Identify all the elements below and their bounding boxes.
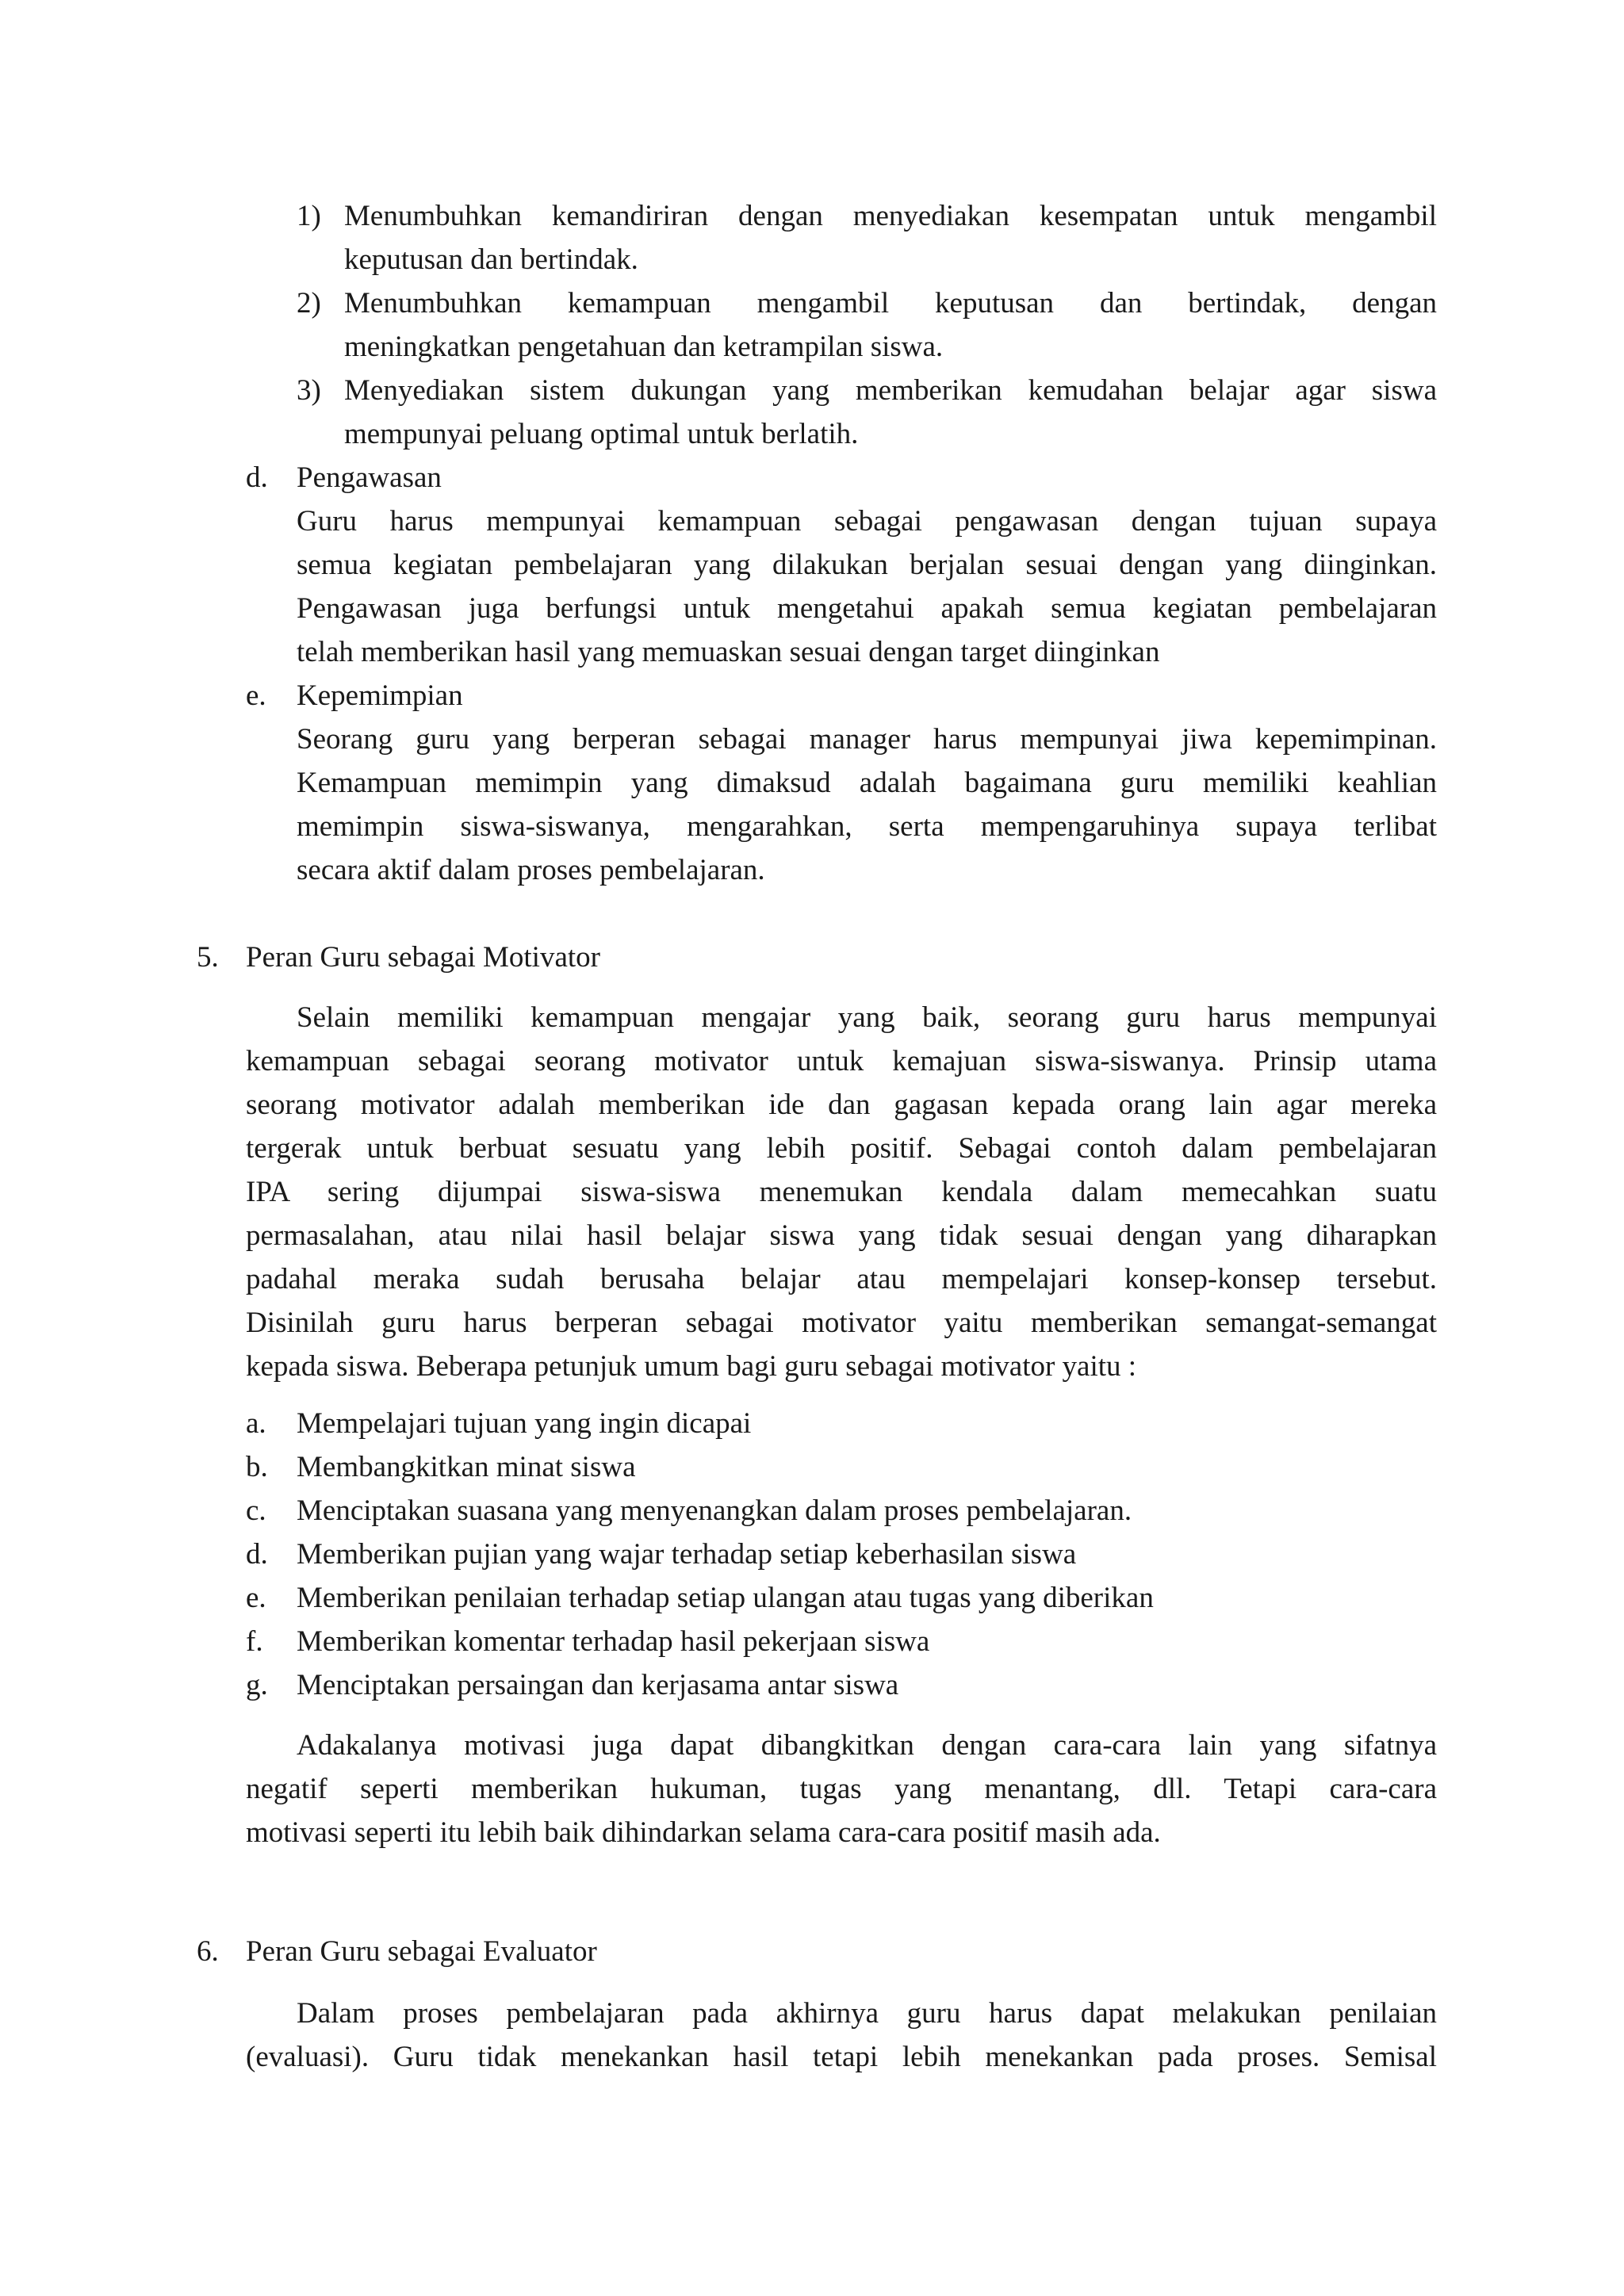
item-kepemimpinan: [246, 674, 1437, 892]
paragraph-line: memimpin siswa-siswanya, mengarahkan, serta mempengaruhinya supaya terlibat: [297, 810, 1437, 843]
list-item-text: Menciptakan persaingan dan kerjasama antar siswa: [297, 1669, 899, 1701]
list-item-line: mempunyai peluang optimal untuk berlatih.: [344, 418, 859, 450]
list-marker: c.: [246, 1494, 266, 1527]
list-item: [297, 281, 1437, 369]
list-marker: e.: [246, 679, 266, 712]
paragraph-line: telah memberikan hasil yang memuaskan sesuai dengan target diinginkan: [297, 636, 1160, 668]
paragraph-line: Selain memiliki kemampuan mengajar yang baik, seorang guru harus mempunyai: [297, 1001, 1437, 1034]
list-marker: f.: [246, 1625, 263, 1658]
paragraph-line: Seorang guru yang berperan sebagai manager harus mempunyai jiwa kepemimpinan.: [297, 723, 1437, 756]
list-item: [246, 1445, 1437, 1489]
paragraph-line: seorang motivator adalah memberikan ide dan gagasan kepada orang lain agar mereka: [246, 1089, 1437, 1121]
list-item-text: Membangkitkan minat siswa: [297, 1451, 636, 1483]
section-title: Peran Guru sebagai Motivator: [246, 941, 600, 974]
item-title: Kepemimpian: [297, 679, 463, 712]
paragraph-line: Kemampuan memimpin yang dimaksud adalah bagaimana guru memiliki keahlian: [297, 767, 1437, 799]
list-item: [246, 1533, 1437, 1576]
paragraph-line: Pengawasan juga berfungsi untuk mengetahui apakah semua kegiatan pembelajaran: [297, 592, 1437, 625]
paragraph-line: negatif seperti memberikan hukuman, tugas yang menantang, dll. Tetapi cara-cara: [246, 1773, 1437, 1805]
numbered-sublist: [297, 194, 1437, 456]
paragraph-line: permasalahan, atau nilai hasil belajar siswa yang tidak sesuai dengan yang diharapkan: [246, 1219, 1437, 1252]
paragraph-line: Adakalanya motivasi juga dapat dibangkitkan dengan cara-cara lain yang sifatnya: [297, 1729, 1437, 1762]
paragraph: [246, 1724, 1437, 1854]
list-item-line: Menumbuhkan kemandiriran dengan menyediakan kesempatan untuk mengambil: [344, 200, 1437, 232]
list-item-text: Memberikan penilaian terhadap setiap ulangan atau tugas yang diberikan: [297, 1582, 1154, 1614]
paragraph-line: kepada siswa. Beberapa petunjuk umum bagi guru sebagai motivator yaitu :: [246, 1350, 1137, 1383]
list-marker: 1): [297, 200, 321, 232]
list-item: [246, 1402, 1437, 1445]
list-marker: e.: [246, 1582, 266, 1614]
section-title: Peran Guru sebagai Evaluator: [246, 1935, 597, 1968]
paragraph-line: Dalam proses pembelajaran pada akhirnya guru harus dapat melakukan penilaian: [297, 1997, 1437, 2030]
list-item: [297, 369, 1437, 456]
motivator-tips-list: [246, 1402, 1437, 1707]
paragraph-line: tergerak untuk berbuat sesuatu yang lebih positif. Sebagai contoh dalam pembelajaran: [246, 1132, 1437, 1165]
list-item: [246, 1489, 1437, 1533]
list-item: [246, 1663, 1437, 1707]
list-marker: a.: [246, 1407, 266, 1440]
list-item-line: Menyediakan sistem dukungan yang memberikan kemudahan belajar agar siswa: [344, 374, 1437, 407]
list-marker: b.: [246, 1451, 268, 1483]
list-item-text: Menciptakan suasana yang menyenangkan dalam proses pembelajaran.: [297, 1494, 1132, 1527]
paragraph-line: Disinilah guru harus berperan sebagai motivator yaitu memberikan semangat-semangat: [246, 1307, 1437, 1339]
section-heading: [197, 936, 600, 979]
section-number: 6.: [197, 1935, 219, 1968]
paragraph-line: IPA sering dijumpai siswa-siswa menemukan kendala dalam memecahkan suatu: [246, 1176, 1437, 1208]
item-title: Pengawasan: [297, 461, 442, 494]
paragraph-line: (evaluasi). Guru tidak menekankan hasil tetapi lebih menekankan pada proses. Semisal: [246, 2041, 1437, 2073]
list-item-line: keputusan dan bertindak.: [344, 243, 638, 276]
paragraph-line: Guru harus mempunyai kemampuan sebagai pengawasan dengan tujuan supaya: [297, 505, 1437, 538]
list-item-text: Memberikan pujian yang wajar terhadap setiap keberhasilan siswa: [297, 1538, 1077, 1571]
list-item: [246, 1576, 1437, 1620]
section-heading: [197, 1930, 597, 1973]
list-item-text: Mempelajari tujuan yang ingin dicapai: [297, 1407, 752, 1440]
list-item-line: Menumbuhkan kemampuan mengambil keputusan dan bertindak, dengan: [344, 287, 1437, 320]
item-pengawasan: [246, 456, 1437, 674]
paragraph-line: semua kegiatan pembelajaran yang dilakukan berjalan sesuai dengan yang diinginkan.: [297, 549, 1437, 581]
section-number: 5.: [197, 941, 219, 974]
list-marker: d.: [246, 1538, 268, 1571]
list-marker: 2): [297, 287, 321, 320]
list-marker: d.: [246, 461, 268, 494]
paragraph: [246, 1992, 1437, 2079]
paragraph: [246, 996, 1437, 1388]
list-item-text: Memberikan komentar terhadap hasil pekerjaan siswa: [297, 1625, 930, 1658]
paragraph-line: padahal meraka sudah berusaha belajar atau mempelajari konsep-konsep tersebut.: [246, 1263, 1437, 1295]
paragraph-line: secara aktif dalam proses pembelajaran.: [297, 854, 765, 886]
paragraph-line: kemampuan sebagai seorang motivator untuk kemajuan siswa-siswanya. Prinsip utama: [246, 1045, 1437, 1077]
list-item-line: meningkatkan pengetahuan dan ketrampilan siswa.: [344, 331, 944, 363]
list-marker: 3): [297, 374, 321, 407]
list-item: [246, 1620, 1437, 1663]
paragraph-line: motivasi seperti itu lebih baik dihindarkan selama cara-cara positif masih ada.: [246, 1816, 1161, 1849]
list-item: [297, 194, 1437, 281]
list-marker: g.: [246, 1669, 268, 1701]
